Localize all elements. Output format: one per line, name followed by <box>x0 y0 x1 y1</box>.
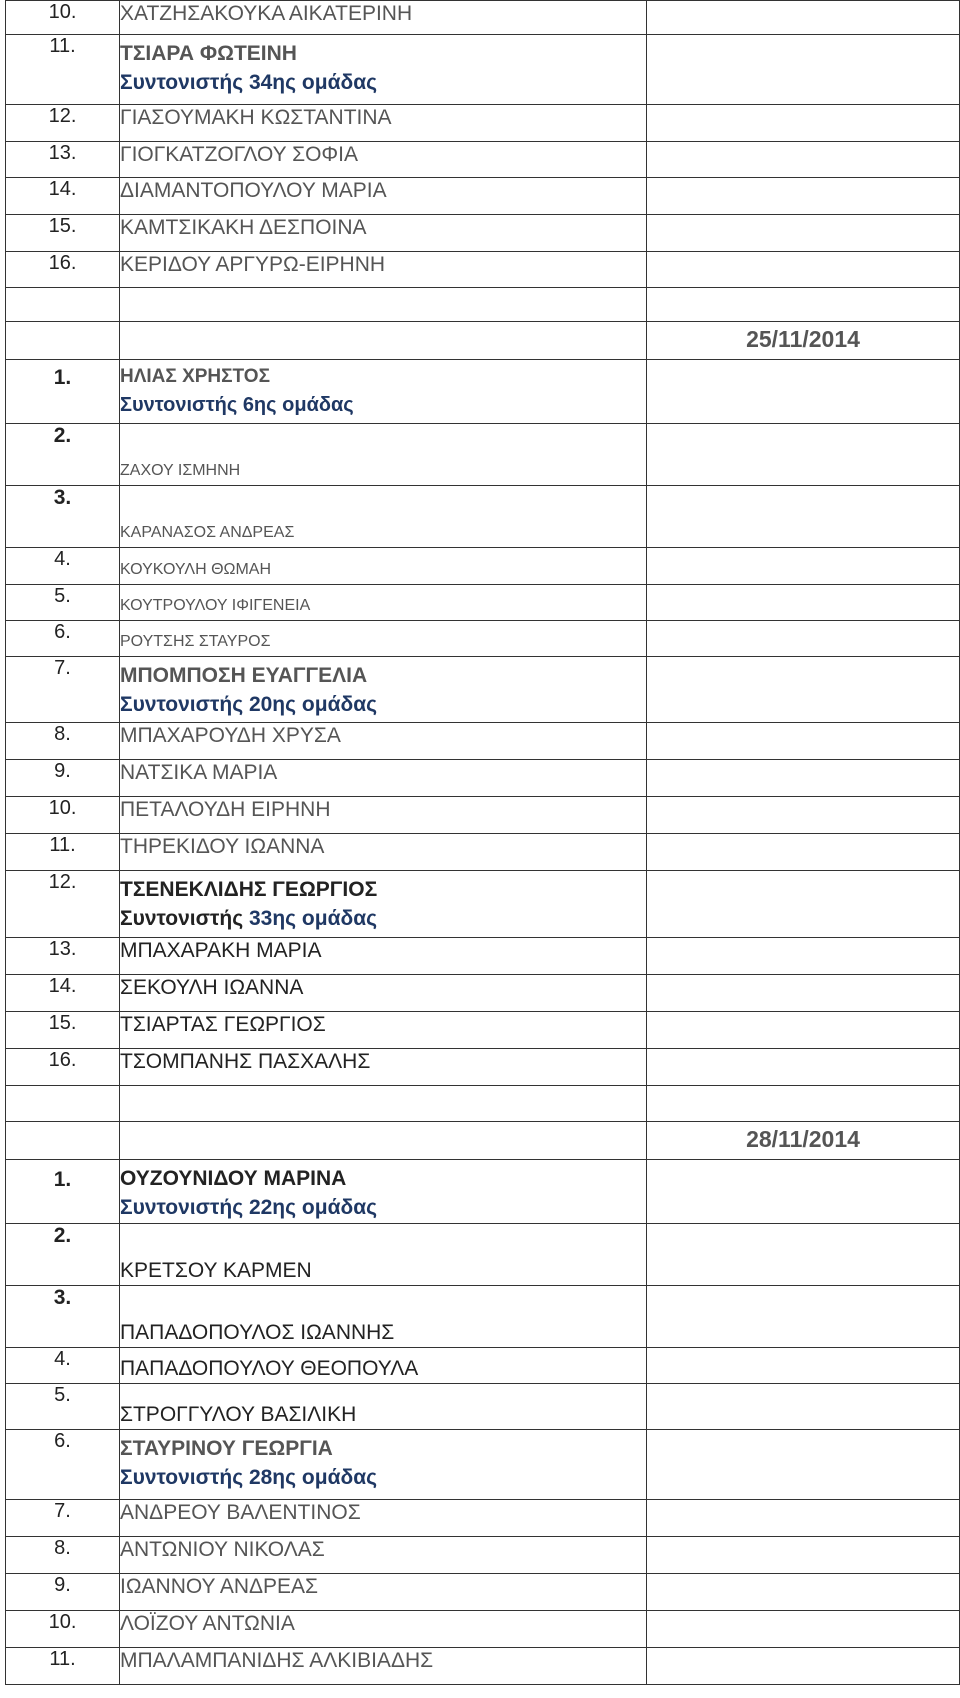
row-number: 13. <box>6 938 120 975</box>
person-name: ΚΟΥΤΡΟΥΛΟΥ ΙΦΙΓΕΝΕΙΑ <box>120 585 647 621</box>
table-row <box>6 657 960 723</box>
person-name: ΠΑΠΑΔΟΠΟΥΛΟΥ ΘΕΟΠΟΥΛΑ <box>120 1348 647 1384</box>
person-name: ΚΑΜΤΣΙΚΑΚΗ ΔΕΣΠΟΙΝΑ <box>120 215 647 252</box>
date-cell <box>647 178 960 215</box>
date-cell <box>647 1500 960 1537</box>
coordinator-name: ΜΠΟΜΠΟΣΗ ΕΥΑΓΓΕΛΙΑ <box>120 664 368 687</box>
row-number: 7. <box>6 1500 120 1537</box>
date-header-row <box>6 322 960 360</box>
table-row <box>6 486 960 548</box>
spacer-row <box>6 1086 960 1122</box>
table-row <box>6 360 960 424</box>
date-cell <box>647 1348 960 1384</box>
coordinator-name: ΣΤΑΥΡΙΝΟΥ ΓΕΩΡΓΙΑ <box>120 1437 333 1460</box>
row-number: 14. <box>6 975 120 1012</box>
row-number: 15. <box>6 1012 120 1049</box>
coordinator-name: ΗΛΙΑΣ ΧΡΗΣΤΟΣ <box>120 366 270 387</box>
coordinator-label: Συντονιστής 28ης ομάδας <box>120 1466 378 1489</box>
date-cell <box>647 1012 960 1049</box>
table-row <box>6 1384 960 1430</box>
coordinator-name: ΟΥΖΟΥΝΙΔΟΥ ΜΑΡΙΝΑ <box>120 1167 347 1190</box>
person-name: ΚΑΡΑΝΑΣΟΣ ΑΝΔΡΕΑΣ <box>120 486 647 548</box>
row-number: 8. <box>6 723 120 760</box>
table-row <box>6 585 960 621</box>
person-name: ΠΕΤΑΛΟΥΔΗ ΕΙΡΗΝΗ <box>120 797 647 834</box>
row-number: 13. <box>6 142 120 178</box>
coordinator-label: Συντονιστής 33ης ομάδας <box>120 907 378 930</box>
table-row <box>6 1500 960 1537</box>
table-row <box>6 1 960 35</box>
date-cell <box>647 621 960 657</box>
table-row <box>6 105 960 142</box>
table-row <box>6 1430 960 1500</box>
date-cell <box>647 797 960 834</box>
date-cell <box>647 548 960 585</box>
date-cell <box>647 215 960 252</box>
person-name: ΤΗΡΕΚΙΔΟΥ ΙΩΑΝΝΑ <box>120 834 647 871</box>
date-cell <box>647 1160 960 1224</box>
date-cell <box>647 657 960 723</box>
row-number: 9. <box>6 1574 120 1611</box>
date-cell <box>647 35 960 105</box>
person-name: ΖΑΧΟΥ ΙΣΜΗΝΗ <box>120 424 647 486</box>
coordinator-label: Συντονιστής 6ης ομάδας <box>120 394 354 416</box>
date-cell <box>647 1049 960 1086</box>
person-name: ΔΙΑΜΑΝΤΟΠΟΥΛΟΥ ΜΑΡΙΑ <box>120 178 647 215</box>
person-name: ΣΤΡΟΓΓΥΛΟΥ ΒΑΣΙΛΙΚΗ <box>120 1384 647 1430</box>
person-name: ΜΠΑΛΑΜΠΑΝΙΔΗΣ ΑΛΚΙΒΙΑΔΗΣ <box>120 1648 647 1685</box>
table-row <box>6 1574 960 1611</box>
table-row <box>6 1012 960 1049</box>
person-name: ΑΝΤΩΝΙΟΥ ΝΙΚΟΛΑΣ <box>120 1537 647 1574</box>
table-row <box>6 834 960 871</box>
person-name <box>120 360 647 424</box>
row-number: 14. <box>6 178 120 215</box>
row-number: 3. <box>6 486 120 548</box>
row-number: 10. <box>6 1611 120 1648</box>
date-cell <box>647 142 960 178</box>
table-row <box>6 871 960 938</box>
date-cell <box>647 424 960 486</box>
table-row <box>6 1049 960 1086</box>
person-name: ΤΣΟΜΠΑΝΗΣ ΠΑΣΧΑΛΗΣ <box>120 1049 647 1086</box>
row-number: 4. <box>6 1348 120 1384</box>
table-row <box>6 1537 960 1574</box>
date-cell <box>647 1574 960 1611</box>
row-number: 5. <box>6 1384 120 1430</box>
person-name: ΠΑΠΑΔΟΠΟΥΛΟΣ ΙΩΑΝΝΗΣ <box>120 1286 647 1348</box>
table-row <box>6 35 960 105</box>
roster-table <box>5 0 960 1685</box>
person-name: ΓΙΟΓΚΑΤΖΟΓΛΟΥ ΣΟΦΙΑ <box>120 142 647 178</box>
person-name: ΚΟΥΚΟΥΛΗ ΘΩΜΑΗ <box>120 548 647 585</box>
person-name: ΓΙΑΣΟΥΜΑΚΗ ΚΩΣΤΑΝΤΙΝΑ <box>120 105 647 142</box>
date-cell <box>647 1430 960 1500</box>
table-row <box>6 723 960 760</box>
table-row <box>6 1611 960 1648</box>
table-row <box>6 621 960 657</box>
date-cell <box>647 871 960 938</box>
person-name: ΝΑΤΣΙΚΑ ΜΑΡΙΑ <box>120 760 647 797</box>
spacer-row <box>6 288 960 322</box>
row-number: 11. <box>6 1648 120 1685</box>
row-number: 2. <box>6 424 120 486</box>
table-row <box>6 1348 960 1384</box>
coordinator-name: ΤΣΙΑΡΑ ΦΩΤΕΙΝΗ <box>120 42 297 65</box>
person-name: ΜΠΑΧΑΡΟΥΔΗ ΧΡΥΣΑ <box>120 723 647 760</box>
date-cell <box>647 585 960 621</box>
date-cell <box>647 1 960 35</box>
person-name <box>120 871 647 938</box>
date-cell <box>647 1537 960 1574</box>
person-name: ΜΠΑΧΑΡΑΚΗ ΜΑΡΙΑ <box>120 938 647 975</box>
row-number: 6. <box>6 621 120 657</box>
row-number: 11. <box>6 834 120 871</box>
person-name: ΛΟΪΖΟΥ ΑΝΤΩΝΙΑ <box>120 1611 647 1648</box>
row-number: 11. <box>6 35 120 105</box>
table-row <box>6 1224 960 1286</box>
row-number: 1. <box>6 1160 120 1224</box>
coordinator-label: Συντονιστής 22ης ομάδας <box>120 1196 378 1219</box>
coordinator-name: ΤΣΕΝΕΚΛΙΔΗΣ ΓΕΩΡΓΙΟΣ <box>120 878 378 901</box>
row-number: 6. <box>6 1430 120 1500</box>
date-cell <box>647 1224 960 1286</box>
person-name <box>120 1430 647 1500</box>
date-cell <box>647 1384 960 1430</box>
table-row <box>6 1286 960 1348</box>
person-name: ΣΕΚΟΥΛΗ ΙΩΑΝΝΑ <box>120 975 647 1012</box>
date-cell <box>647 834 960 871</box>
date-cell <box>647 723 960 760</box>
session-date: 25/11/2014 <box>647 322 960 360</box>
date-cell <box>647 1611 960 1648</box>
table-row <box>6 1160 960 1224</box>
person-name: ΡΟΥΤΣΗΣ ΣΤΑΥΡΟΣ <box>120 621 647 657</box>
person-name <box>120 1160 647 1224</box>
date-cell <box>647 252 960 288</box>
row-number: 10. <box>6 1 120 35</box>
row-number: 12. <box>6 871 120 938</box>
table-row <box>6 252 960 288</box>
row-number: 8. <box>6 1537 120 1574</box>
row-number: 9. <box>6 760 120 797</box>
date-cell <box>647 105 960 142</box>
date-cell <box>647 1648 960 1685</box>
row-number: 1. <box>6 360 120 424</box>
row-number: 16. <box>6 1049 120 1086</box>
row-number: 7. <box>6 657 120 723</box>
person-name: ΤΣΙΑΡΤΑΣ ΓΕΩΡΓΙΟΣ <box>120 1012 647 1049</box>
coordinator-label: Συντονιστής 34ης ομάδας <box>120 71 378 94</box>
date-cell <box>647 975 960 1012</box>
table-row <box>6 142 960 178</box>
person-name: ΧΑΤΖΗΣΑΚΟΥΚΑ ΑΙΚΑΤΕΡΙΝΗ <box>120 1 647 35</box>
person-name <box>120 35 647 105</box>
person-name: ΚΡΕΤΣΟΥ ΚΑΡΜΕΝ <box>120 1224 647 1286</box>
coordinator-label: Συντονιστής 20ης ομάδας <box>120 693 378 716</box>
date-cell <box>647 486 960 548</box>
date-cell <box>647 360 960 424</box>
row-number: 12. <box>6 105 120 142</box>
row-number: 3. <box>6 1286 120 1348</box>
row-number: 10. <box>6 797 120 834</box>
table-row <box>6 975 960 1012</box>
table-row <box>6 424 960 486</box>
date-cell <box>647 760 960 797</box>
row-number: 4. <box>6 548 120 585</box>
table-row <box>6 938 960 975</box>
table-row <box>6 215 960 252</box>
date-header-row <box>6 1122 960 1160</box>
person-name: ΙΩΑΝΝΟΥ ΑΝΔΡΕΑΣ <box>120 1574 647 1611</box>
row-number: 5. <box>6 585 120 621</box>
row-number: 15. <box>6 215 120 252</box>
table-row <box>6 797 960 834</box>
table-row <box>6 760 960 797</box>
person-name: ΑΝΔΡΕΟΥ ΒΑΛΕΝΤΙΝΟΣ <box>120 1500 647 1537</box>
table-row <box>6 548 960 585</box>
row-number: 2. <box>6 1224 120 1286</box>
table-row <box>6 178 960 215</box>
table-row <box>6 1648 960 1685</box>
row-number: 16. <box>6 252 120 288</box>
person-name: ΚΕΡΙΔΟΥ ΑΡΓΥΡΩ-ΕΙΡΗΝΗ <box>120 252 647 288</box>
date-cell <box>647 938 960 975</box>
date-cell <box>647 1286 960 1348</box>
person-name <box>120 657 647 723</box>
session-date: 28/11/2014 <box>647 1122 960 1160</box>
